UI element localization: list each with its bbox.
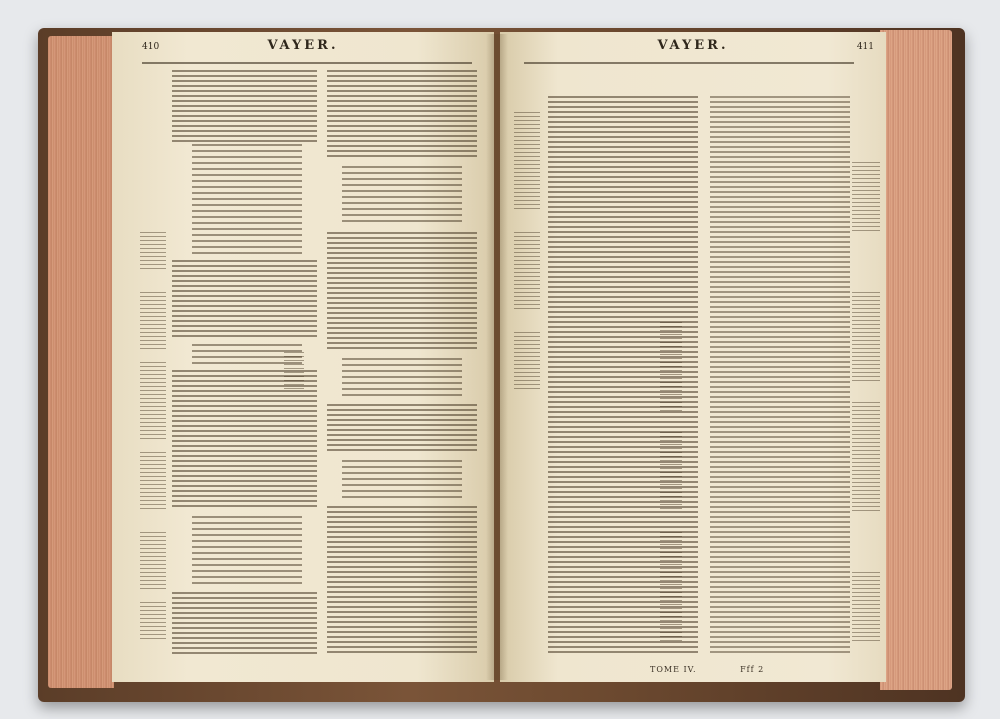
left-page-col2-block-4 <box>327 506 477 656</box>
right-outer-margin-note-4 <box>852 572 880 642</box>
left-margin-note-4 <box>140 452 166 512</box>
left-top-text-line <box>142 62 472 64</box>
left-page-col2-verse-2 <box>342 358 462 398</box>
right-page-footer <box>650 665 764 674</box>
left-page-edges <box>48 36 114 688</box>
left-page-col2-block-2 <box>327 232 477 352</box>
right-outer-margin-note-3 <box>852 402 880 512</box>
left-margin-note-6 <box>140 602 166 642</box>
left-page <box>112 32 494 682</box>
right-page-footer-volume: TOME IV. <box>650 665 697 674</box>
right-inner-margin-note-1 <box>660 322 682 412</box>
right-margin-note-1 <box>514 112 540 212</box>
book-gutter <box>486 34 508 680</box>
right-page-number: 411 <box>856 42 874 52</box>
right-top-text-line <box>524 62 854 64</box>
left-page-col2-verse-3 <box>342 460 462 500</box>
right-inner-margin-note-3 <box>660 532 682 642</box>
left-margin-note-5 <box>140 532 166 592</box>
right-margin-note-2 <box>514 232 540 312</box>
right-outer-margin-note-1 <box>852 162 880 232</box>
right-page-edges <box>880 30 952 690</box>
left-col-verse-3 <box>192 516 302 586</box>
right-page-signature: Fff 2 <box>740 665 765 674</box>
left-running-head: VAYER. <box>267 38 339 53</box>
right-running-head: VAYER. <box>657 38 729 53</box>
right-inner-margin-note-2 <box>660 432 682 512</box>
right-page <box>500 32 886 682</box>
left-page-col2-verse-1 <box>342 166 462 226</box>
left-margin-note-3 <box>140 362 166 442</box>
left-margin-note-2 <box>140 292 166 352</box>
right-outer-margin-note-2 <box>852 292 880 382</box>
left-margin-note-1 <box>140 232 166 272</box>
left-page-col2-block-1 <box>327 70 477 160</box>
left-col-text-block-4 <box>172 592 317 656</box>
left-page-number: 410 <box>142 42 160 52</box>
left-col-text-block-2 <box>172 260 317 338</box>
right-page-col2 <box>710 96 850 656</box>
right-margin-note-3 <box>514 332 540 392</box>
left-page-col2-block-3 <box>327 404 477 454</box>
left-col-text-block-1 <box>172 70 317 142</box>
left-col-verse-1 <box>192 144 302 254</box>
left-inner-margin-note-1 <box>284 352 304 392</box>
